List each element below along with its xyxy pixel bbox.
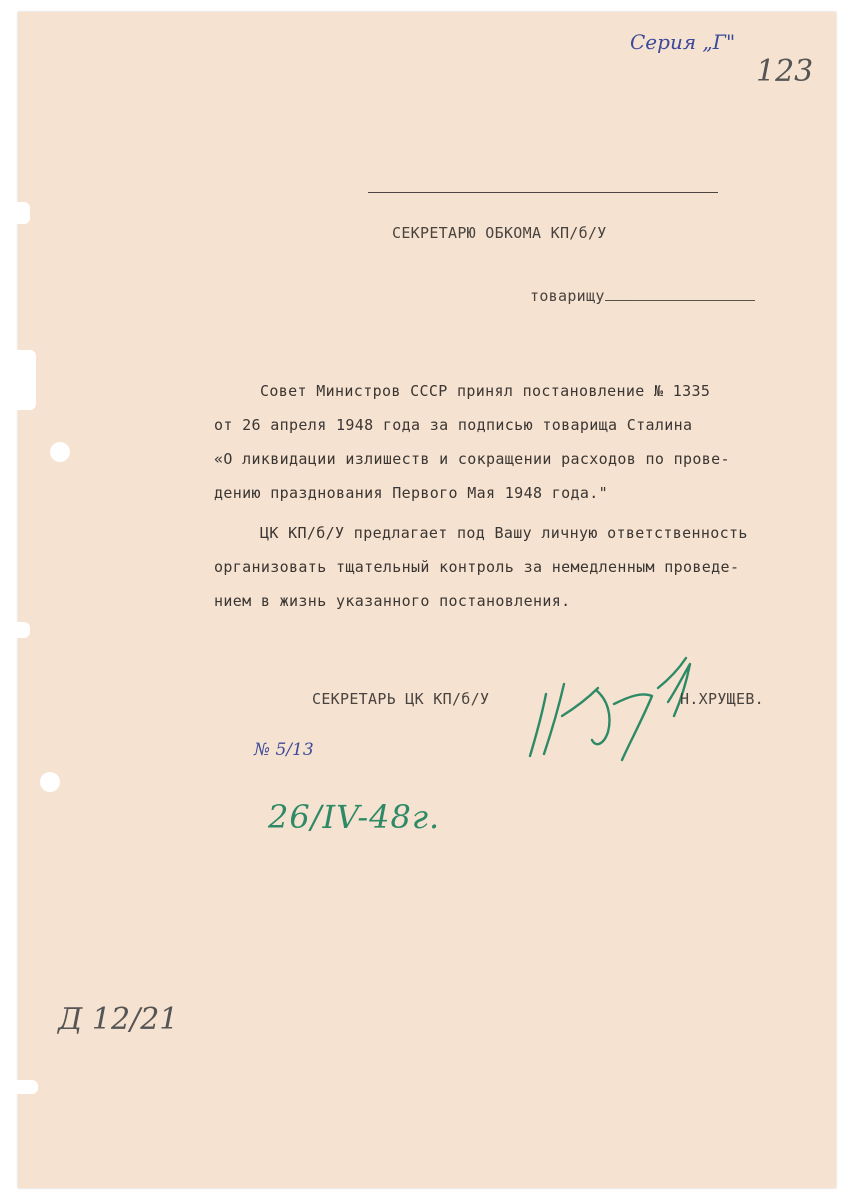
addressee-title: СЕКРЕТАРЮ ОБКОМА КП/б/У — [392, 224, 607, 242]
paragraph1-line: «О ликвидации излишеств и сокращении расходов по прове- — [214, 450, 730, 468]
addressee-blank — [605, 286, 755, 301]
handwritten-date: 26/IV-48г. — [268, 798, 441, 836]
document-sheet — [18, 12, 836, 1188]
paragraph1-line: дению празднования Первого Мая 1948 года." — [214, 484, 608, 502]
signatory-name: Н.ХРУЩЕВ. — [680, 690, 764, 708]
page-number: 123 — [756, 54, 814, 89]
header-rule — [368, 192, 718, 193]
punch-hole-top — [50, 442, 70, 462]
edge-notch — [16, 622, 30, 638]
punch-hole-bottom — [40, 772, 60, 792]
paragraph1-line: Совет Министров СССР принял постановление № 1335 — [260, 382, 711, 400]
edge-notch — [16, 350, 36, 410]
addressee-label: товарищу — [530, 287, 605, 305]
paragraph2-line: организовать тщательный контроль за немедленным проведе- — [214, 558, 740, 576]
signature-title: СЕКРЕТАРЬ ЦК КП/б/У — [312, 690, 490, 708]
paragraph2-line: ЦК КП/б/У предлагает под Вашу личную ответственность — [260, 524, 748, 542]
paragraph2-line: нием в жизнь указанного постановления. — [214, 592, 571, 610]
series-annotation: Серия „Г" — [630, 30, 736, 54]
addressee-name-line — [530, 286, 755, 305]
paragraph1-line: от 26 апреля 1948 года за подписью товарища Сталина — [214, 416, 693, 434]
incoming-number: № 5/13 — [254, 740, 314, 760]
edge-notch — [16, 1080, 38, 1094]
archive-mark: Д 12/21 — [58, 1002, 179, 1037]
edge-notch — [16, 202, 30, 224]
